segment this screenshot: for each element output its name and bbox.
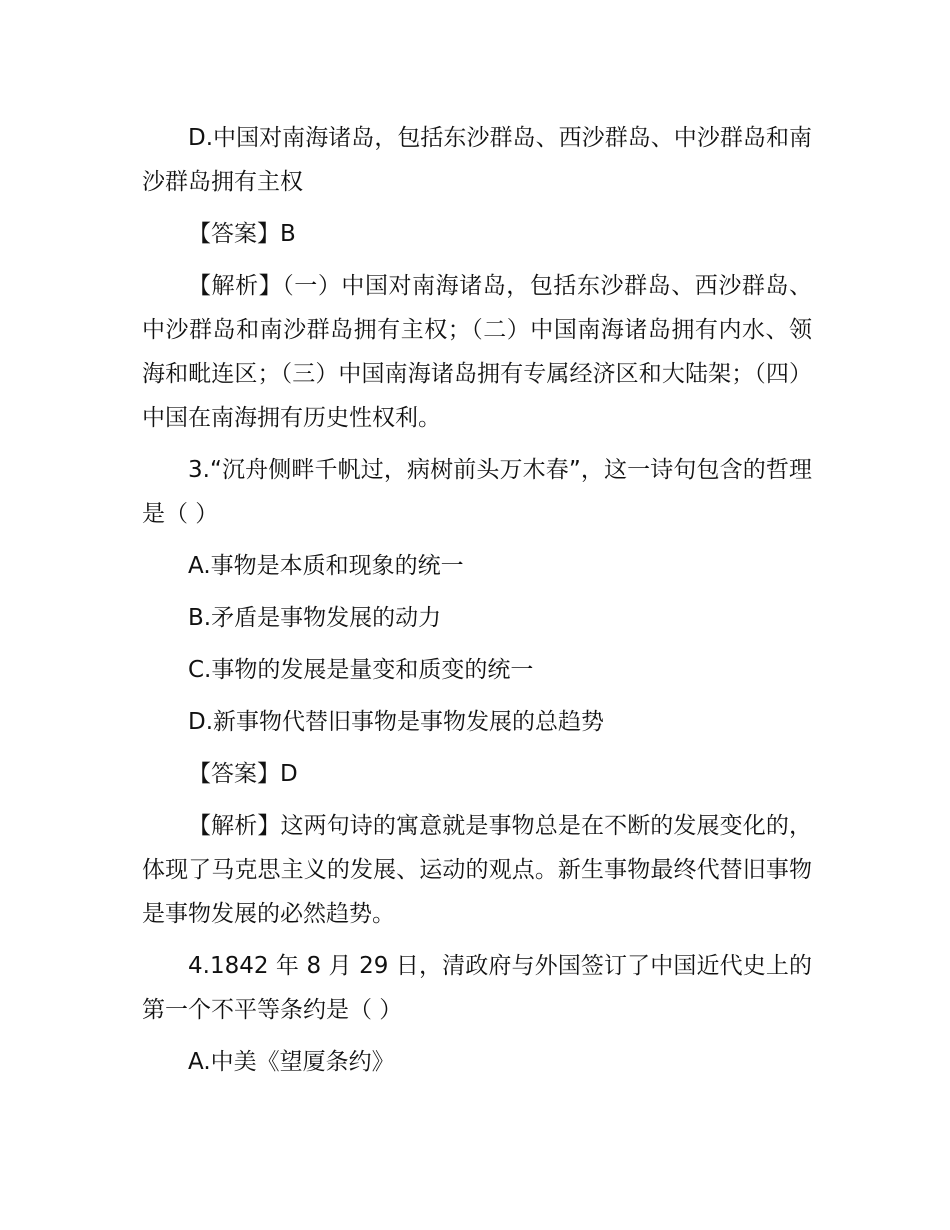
option-d-q3: D.新事物代替旧事物是事物发展的总趋势: [188, 709, 605, 735]
document-body: [142, 116, 812, 1092]
answer-q2: 【答案】B: [188, 221, 296, 247]
option-a-q4: A.中美《望厦条约》: [188, 1049, 395, 1075]
answer-q3: 【答案】D: [188, 761, 298, 787]
option-a-q3: A.事物是本质和现象的统一: [188, 553, 464, 579]
question-4: 4.1842 年 8 月 29 日，清政府与外国签订了中国近代史上的第一个不平等条约是（ ）: [142, 953, 812, 1023]
option-b-q3: B.矛盾是事物发展的动力: [188, 605, 442, 631]
explanation-q3: 【解析】这两句诗的寓意就是事物总是在不断的发展变化的，体现了马克思主义的发展、运动的观点。新生事物最终代替旧事物是事物发展的必然趋势。: [142, 813, 812, 927]
question-3: 3.“沉舟侧畔千帆过，病树前头万木春”，这一诗句包含的哲理是（ ）: [142, 457, 812, 527]
explanation-q2: 【解析】（一）中国对南海诸岛，包括东沙群岛、西沙群岛、中沙群岛和南沙群岛拥有主权；（二）中国南海诸岛拥有内水、领海和毗连区；（三）中国南海诸岛拥有专属经济区和大陆架；（四）中国在南海拥有历史性权利。: [142, 273, 812, 431]
option-c-q3: C.事物的发展是量变和质变的统一: [188, 657, 534, 683]
option-d-q2: D.中国对南海诸岛，包括东沙群岛、西沙群岛、中沙群岛和南沙群岛拥有主权: [142, 125, 812, 195]
